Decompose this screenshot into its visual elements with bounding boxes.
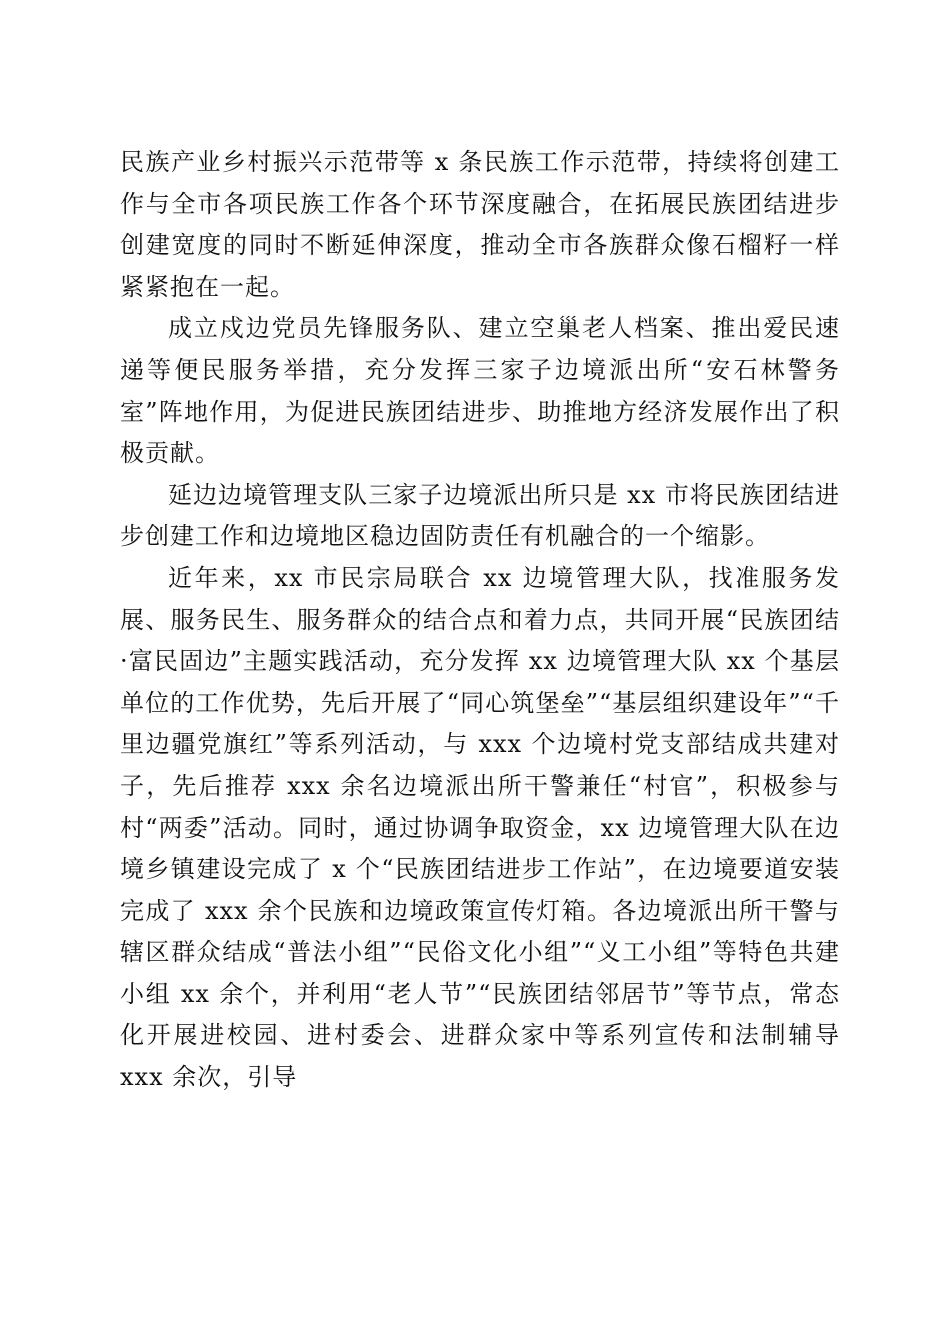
document-body [120,142,840,1099]
paragraph-recent-years: 近年来，xx 市民宗局联合 xx 边境管理大队，找准服务发展、服务民生、服务群众的结合点和着力点，共同开展“民族团结·富民固边”主题实践活动，充分发挥 xx 边境管理大队 xx 个基层单位的工作优势，先后开展了“同心筑堡垒”“基层组织建设年”“千里边疆党旗红”等系列活动，与 xxx 个边境村党支部结成共建对子，先后推荐 xxx 余名边境派出所干警兼任“村官”，积极参与村“两委”活动。同时，通过协调争取资金，xx 边境管理大队在边境乡镇建设完成了 x 个“民族团结进步工作站”，在边境要道安装完成了 xxx 余个民族和边境政策宣传灯箱。各边境派出所干警与辖区群众结成“普法小组”“民俗文化小组”“义工小组”等特色共建小组 xx 余个，并利用“老人节”“民族团结邻居节”等节点，常态化开展进校园、进村委会、进群众家中等系列宣传和法制辅导 xxx 余次，引导 [120,563,840,1092]
paragraph-continuation: 民族产业乡村振兴示范带等 x 条民族工作示范带，持续将创建工作与全市各项民族工作各个环节深度融合，在拓展民族团结进步创建宽度的同时不断延伸深度，推动全市各族群众像石榴籽一样紧紧抱在一起。 [120,148,840,301]
paragraph-service-measures: 成立戍边党员先锋服务队、建立空巢老人档案、推出爱民速递等便民服务举措，充分发挥三家子边境派出所“安石林警务室”阵地作用，为促进民族团结进步、助推地方经济发展作出了积极贡献。 [120,314,840,468]
paragraph-epitome: 延边边境管理支队三家子边境派出所只是 xx 市将民族团结进步创建工作和边境地区稳边固防责任有机融合的一个缩影。 [120,480,840,551]
